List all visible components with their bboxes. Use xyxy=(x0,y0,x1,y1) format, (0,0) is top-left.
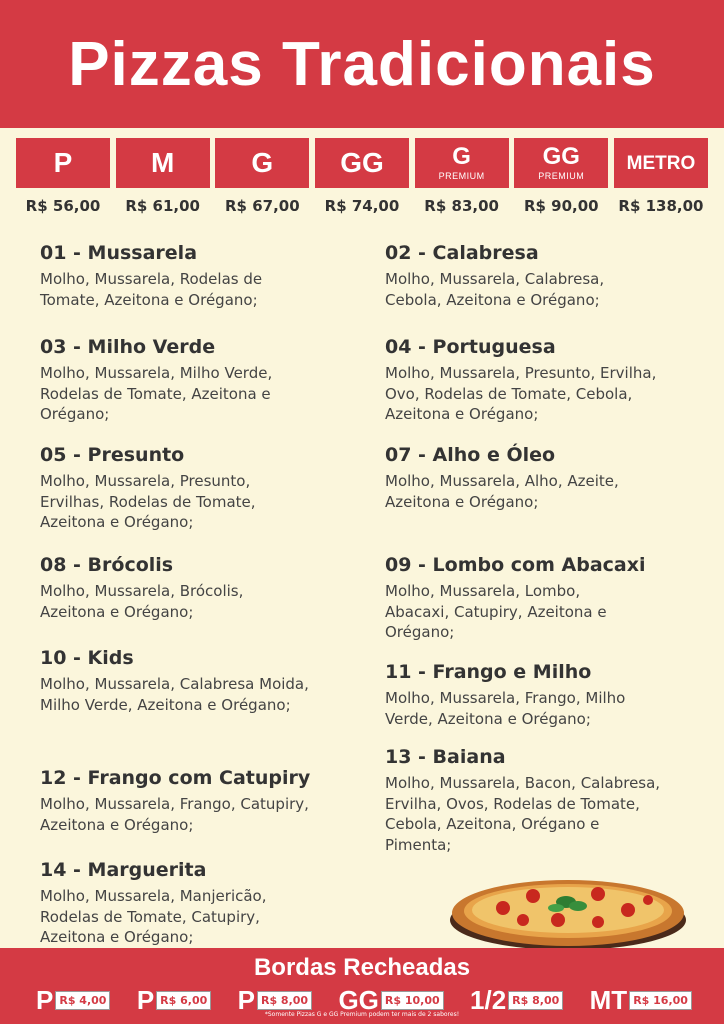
item-description: Molho, Mussarela, Alho, Azeite, Azeitona e Orégano; xyxy=(385,472,619,511)
size-sub-label: PREMIUM xyxy=(438,171,485,181)
size-price: R$ 74,00 xyxy=(324,197,400,215)
menu-item-kids xyxy=(40,647,360,715)
item-description: Molho, Mussarela, Manjericão, Rodelas de Tomate, Catupiry, Azeitona e Orégano; xyxy=(40,887,267,946)
size-label: M xyxy=(150,147,175,178)
item-name: 04 - Portuguesa xyxy=(385,336,556,358)
item-description: Molho, Mussarela, Brócolis, Azeitona e Orégano; xyxy=(40,582,244,621)
size-label: G xyxy=(452,143,471,170)
border-price: R$ 16,00 xyxy=(629,991,692,1010)
menu-item-portuguesa xyxy=(385,336,705,425)
header-banner xyxy=(0,0,724,128)
border-size: P xyxy=(36,985,54,1015)
page-title: Pizzas Tradicionais xyxy=(68,29,656,99)
menu-item-milho-verde xyxy=(40,336,360,425)
item-description: Molho, Mussarela, Rodelas de Tomate, Azeitona e Orégano; xyxy=(40,270,263,309)
size-label-box xyxy=(415,138,509,188)
size-gg-premium xyxy=(514,138,608,215)
menu-item-lombo-com-abacaxi xyxy=(385,554,705,643)
item-name: 03 - Milho Verde xyxy=(40,336,216,358)
size-label: GG xyxy=(542,143,580,170)
border-size: MT xyxy=(589,985,628,1015)
border-price: R$ 10,00 xyxy=(381,991,444,1010)
size-price: R$ 138,00 xyxy=(618,197,704,215)
pizza-illustration xyxy=(448,858,688,954)
menu-item-frango-e-milho xyxy=(385,661,705,729)
border-size: 1/2 xyxy=(470,985,507,1015)
size-m xyxy=(116,138,210,215)
size-label: G xyxy=(251,147,274,178)
size-g xyxy=(215,138,309,215)
size-price: R$ 90,00 xyxy=(523,197,599,215)
border-size: GG xyxy=(338,985,379,1015)
item-description: Molho, Mussarela, Presunto, Ervilha, Ovo, Rodelas de Tomate, Cebola, Azeitona e Orégano; xyxy=(385,364,657,423)
size-label-box xyxy=(16,138,110,188)
footer-title: Bordas Recheadas xyxy=(253,954,471,981)
size-p xyxy=(16,138,110,215)
item-description: Molho, Mussarela, Frango, Catupiry, Azeitona e Orégano; xyxy=(40,795,309,834)
menu-item-marguerita xyxy=(40,859,360,948)
item-name: 02 - Calabresa xyxy=(385,242,539,264)
item-name: 10 - Kids xyxy=(40,647,134,669)
border-price: R$ 8,00 xyxy=(508,991,563,1010)
size-sub-label: PREMIUM xyxy=(538,171,585,181)
item-description: Molho, Mussarela, Bacon, Calabresa, Ervilha, Ovos, Rodelas de Tomate, Cebola, Azeitona, Orégano e Pimenta; xyxy=(385,774,661,854)
item-description: Molho, Mussarela, Lombo, Abacaxi, Catupiry, Azeitona e Orégano; xyxy=(385,582,607,641)
item-description: Molho, Mussarela, Frango, Milho Verde, Azeitona e Orégano; xyxy=(385,689,626,728)
menu-item-brocolis xyxy=(40,554,360,622)
item-description: Molho, Mussarela, Presunto, Ervilhas, Rodelas de Tomate, Azeitona e Orégano; xyxy=(40,472,256,531)
item-description: Molho, Mussarela, Calabresa Moida, Milho Verde, Azeitona e Orégano; xyxy=(40,675,309,714)
footnote: *Somente Pizzas G e GG Premium podem ter mais de 2 sabores! xyxy=(264,1011,460,1018)
size-label-box xyxy=(514,138,608,188)
border-price: R$ 8,00 xyxy=(257,991,312,1010)
size-label-box xyxy=(215,138,309,188)
menu-item-frango-com-catupiry xyxy=(40,767,360,835)
item-name: 12 - Frango com Catupiry xyxy=(40,767,311,789)
menu-item-presunto xyxy=(40,444,360,533)
size-label: METRO xyxy=(626,152,696,174)
size-metro xyxy=(614,138,708,215)
menu-item-mussarela xyxy=(40,242,360,310)
border-price: R$ 4,00 xyxy=(55,991,110,1010)
border-size: P xyxy=(136,985,155,1015)
size-label-box xyxy=(614,138,708,188)
menu-item-baiana xyxy=(385,746,705,855)
item-description: Molho, Mussarela, Milho Verde, Rodelas de Tomate, Azeitona e Orégano; xyxy=(40,364,273,423)
item-name: 13 - Baiana xyxy=(385,746,506,768)
size-price: R$ 56,00 xyxy=(25,197,101,215)
size-g-premium xyxy=(415,138,509,215)
size-price: R$ 67,00 xyxy=(224,197,300,215)
size-label: GG xyxy=(340,147,384,178)
size-price-row xyxy=(16,138,708,215)
size-price: R$ 61,00 xyxy=(125,197,200,215)
size-label-box xyxy=(116,138,210,188)
footer-banner xyxy=(0,948,724,1024)
size-gg xyxy=(315,138,409,215)
size-label-box xyxy=(315,138,409,188)
menu-item-calabresa xyxy=(385,242,705,310)
item-name: 07 - Alho e Óleo xyxy=(385,444,556,466)
item-description: Molho, Mussarela, Calabresa, Cebola, Azeitona e Orégano; xyxy=(385,270,605,309)
border-price: R$ 6,00 xyxy=(156,991,211,1010)
item-name: 01 - Mussarela xyxy=(40,242,198,264)
size-label: P xyxy=(53,147,73,178)
item-name: 14 - Marguerita xyxy=(40,859,207,881)
item-name: 08 - Brócolis xyxy=(40,554,174,576)
item-name: 09 - Lombo com Abacaxi xyxy=(385,554,646,576)
item-name: 11 - Frango e Milho xyxy=(385,661,592,683)
menu-item-alho-e-oleo xyxy=(385,444,705,512)
item-name: 05 - Presunto xyxy=(40,444,185,466)
border-size: P xyxy=(237,985,255,1015)
size-price: R$ 83,00 xyxy=(424,197,499,215)
